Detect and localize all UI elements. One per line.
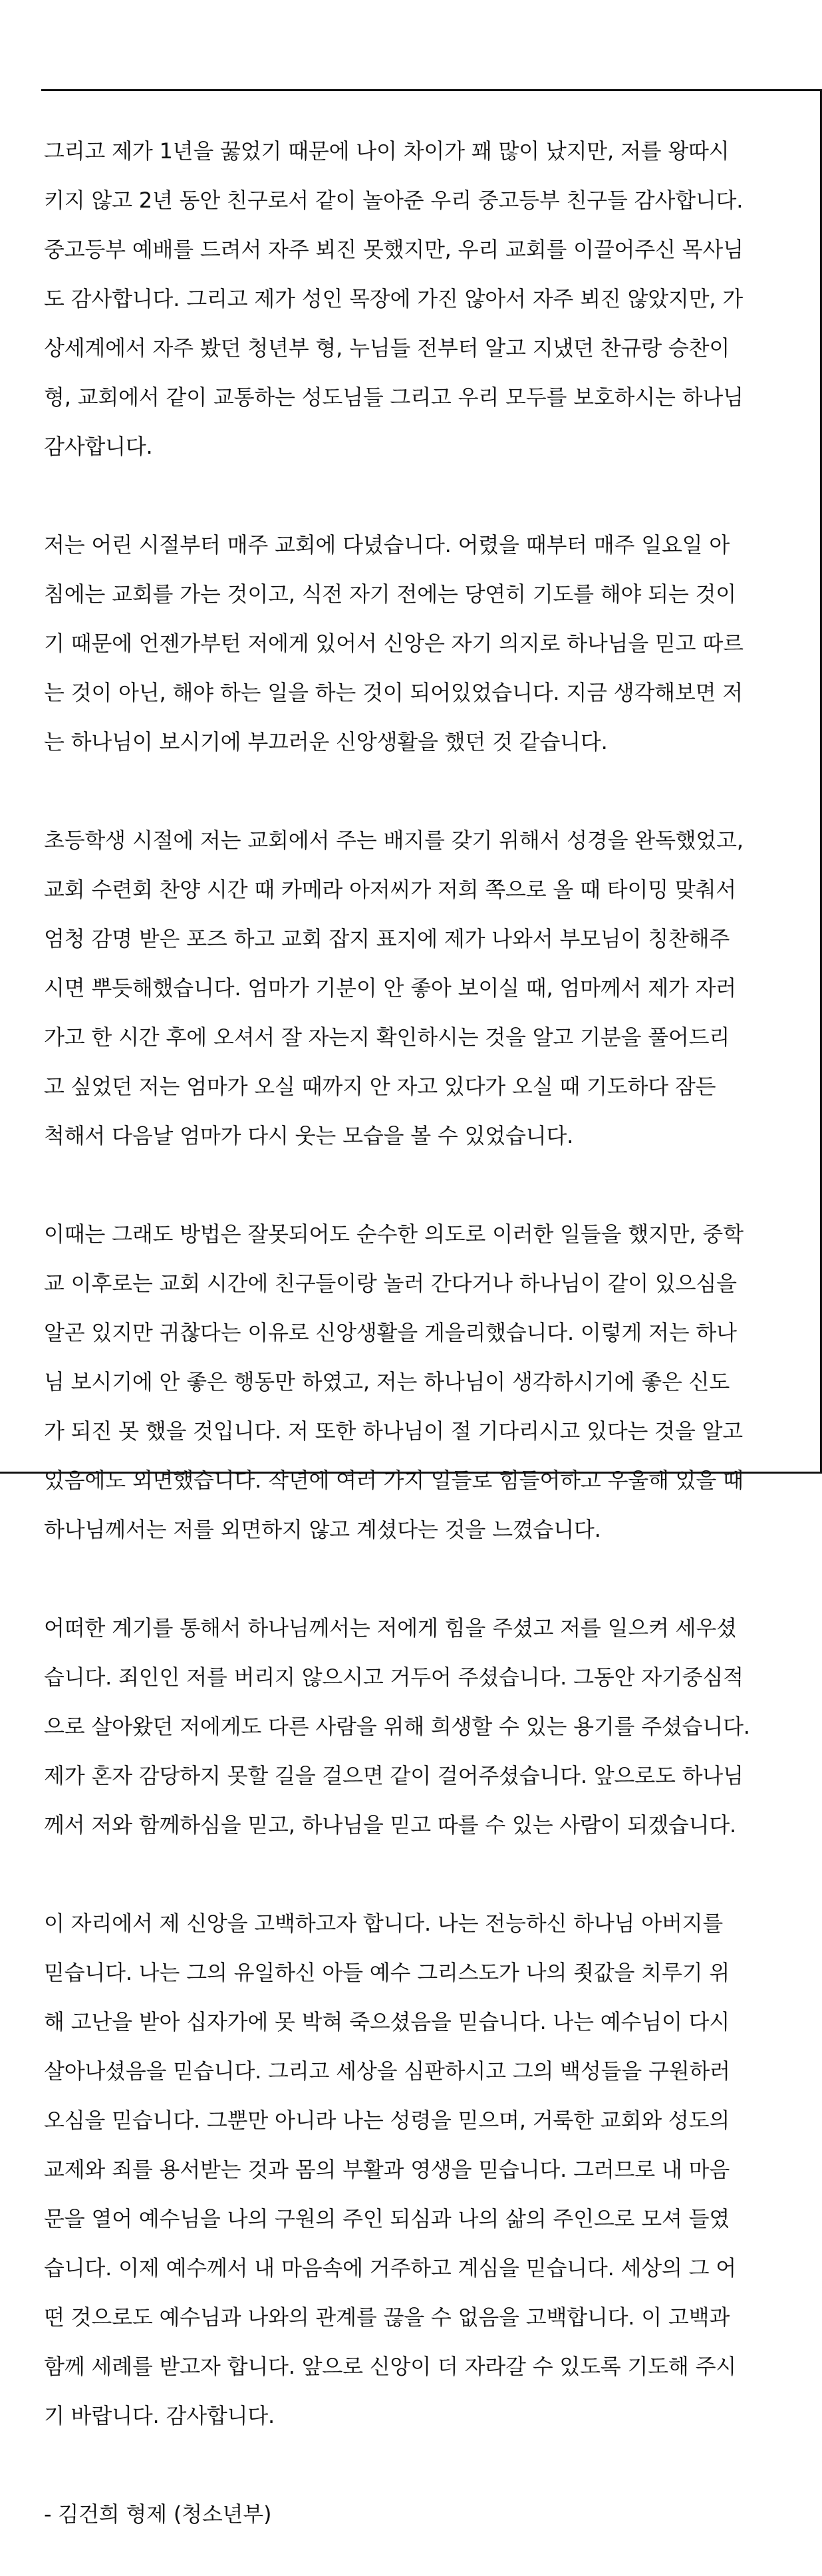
paragraph-1	[44, 114, 815, 484]
text-line: 오심을 믿습니다. 그뿐만 아니라 나는 성령을 믿으며, 거룩한 교회와 성도의	[44, 2108, 730, 2133]
text-line: 고 싶었던 저는 엄마가 오실 때까지 안 자고 있다가 오실 때 기도하다 잠든	[44, 1074, 716, 1099]
paragraph-2	[44, 508, 815, 779]
text-line: 그리고 제가 1년을 꿇었기 때문에 나이 차이가 꽤 많이 났지만, 저를 왕따시	[44, 139, 730, 164]
text-line: 습니다. 이제 예수께서 내 마음속에 거주하고 계심을 믿습니다. 세상의 그 어	[44, 2256, 737, 2281]
text-line: 교제와 죄를 용서받는 것과 몸의 부활과 영생을 믿습니다. 그러므로 내 마음	[44, 2158, 730, 2182]
paragraph-4	[44, 1198, 815, 1567]
text-line: 키지 않고 2년 동안 친구로서 같이 놀아준 우리 중고등부 친구들 감사합니다.	[44, 188, 744, 213]
text-line: 교 이후로는 교회 시간에 친구들이랑 놀러 간다거나 하나님이 같이 있으심을	[44, 1271, 737, 1296]
text-line: 척해서 다음날 엄마가 다시 웃는 모습을 볼 수 있었습니다.	[44, 1124, 574, 1148]
text-line: 알곤 있지만 귀찮다는 이유로 신앙생활을 게을리했습니다. 이렇게 저는 하나	[44, 1321, 737, 1345]
text-line: 께서 저와 함께하심을 믿고, 하나님을 믿고 따를 수 있는 사람이 되겠습니다.	[44, 1813, 737, 1838]
text-line: 도 감사합니다. 그리고 제가 성인 목장에 가진 않아서 자주 뵈진 않았지만, 가	[44, 287, 743, 311]
text-line: 제가 혼자 감당하지 못할 길을 걸으면 같이 걸어주셨습니다. 앞으로도 하나님	[44, 1764, 744, 1788]
text-line: 교회 수련회 찬양 시간 때 카메라 아저씨가 저희 쪽으로 올 때 타이밍 맞춰서	[44, 878, 737, 902]
paragraph-3	[44, 804, 815, 1173]
text-line: 문을 열어 예수님을 나의 구원의 주인 되심과 나의 삶의 주인으로 모셔 들였	[44, 2207, 730, 2231]
text-line: 살아나셨음을 믿습니다. 그리고 세상을 심판하시고 그의 백성들을 구원하러	[44, 2059, 730, 2084]
text-line: 저는 어린 시절부터 매주 교회에 다녔습니다. 어렸을 때부터 매주 일요일 아	[44, 533, 730, 558]
text-line: 는 것이 아닌, 해야 하는 일을 하는 것이 되어있었습니다. 지금 생각해보면 저	[44, 681, 743, 705]
paragraph-6	[44, 1887, 815, 2453]
text-line: 중고등부 예배를 드려서 자주 뵈진 못했지만, 우리 교회를 이끌어주신 목사님	[44, 238, 744, 262]
text-line: 침에는 교회를 가는 것이고, 식전 자기 전에는 당연히 기도를 해야 되는 것이	[44, 582, 737, 607]
text-line: 어떠한 계기를 통해서 하나님께서는 저에게 힘을 주셨고 저를 일으켜 세우셨	[44, 1616, 737, 1641]
text-line: 가 되진 못 했을 것입니다. 저 또한 하나님이 절 기다리시고 있다는 것을 알고	[44, 1419, 743, 1444]
text-line: 시면 뿌듯해했습니다. 엄마가 기분이 안 좋아 보이실 때, 엄마께서 제가 자러	[44, 976, 737, 1001]
top-divider	[41, 89, 822, 91]
text-line: 는 하나님이 보시기에 부끄러운 신앙생활을 했던 것 같습니다.	[44, 730, 608, 754]
bottom-divider	[0, 1472, 822, 1474]
text-line: 형, 교회에서 같이 교통하는 성도님들 그리고 우리 모두를 보호하시는 하나님	[44, 385, 744, 410]
signature-text: - 김건희 형제 (청소년부)	[44, 2502, 272, 2527]
text-line: 떤 것으로도 예수님과 나와의 관계를 끊을 수 없음을 고백합니다. 이 고백과	[44, 2305, 730, 2330]
text-line: 믿습니다. 나는 그의 유일하신 아들 예수 그리스도가 나의 죗값을 치루기 위	[44, 1961, 730, 1985]
text-line: 함께 세례를 받고자 합니다. 앞으로 신앙이 더 자라갈 수 있도록 기도해 주시	[44, 2354, 737, 2379]
text-line: 해 고난을 받아 십자가에 못 박혀 죽으셨음을 믿습니다. 나는 예수님이 다시	[44, 2010, 730, 2034]
text-line: 이때는 그래도 방법은 잘못되어도 순수한 의도로 이러한 일들을 했지만, 중학	[44, 1222, 744, 1247]
testimony-body	[44, 114, 815, 2576]
text-line: 있음에도 외면했습니다. 작년에 여러 가지 일들로 힘들어하고 우울해 있을 때	[44, 1468, 744, 1493]
text-line: 습니다. 죄인인 저를 버리지 않으시고 거두어 주셨습니다. 그동안 자기중심적	[44, 1665, 744, 1690]
text-line: 상세계에서 자주 봤던 청년부 형, 누님들 전부터 알고 지냈던 찬규랑 승찬이	[44, 336, 730, 361]
text-line: 이 자리에서 제 신앙을 고백하고자 합니다. 나는 전능하신 하나님 아버지를	[44, 1911, 724, 1936]
text-line: 하나님께서는 저를 외면하지 않고 계셨다는 것을 느꼈습니다.	[44, 1518, 601, 1542]
text-line: 감사합니다.	[44, 434, 153, 459]
paragraph-5	[44, 1591, 815, 1862]
text-line: 기 바랍니다. 감사합니다.	[44, 2404, 275, 2428]
signature	[44, 2478, 815, 2551]
text-line: 기 때문에 언젠가부턴 저에게 있어서 신앙은 자기 의지로 하나님을 믿고 따르	[44, 631, 744, 656]
text-line: 가고 한 시간 후에 오셔서 잘 자는지 확인하시는 것을 알고 기분을 풀어드리	[44, 1025, 730, 1050]
text-line: 초등학생 시절에 저는 교회에서 주는 배지를 갖기 위해서 성경을 완독했었고,	[44, 828, 744, 853]
text-line: 엄청 감명 받은 포즈 하고 교회 잡지 표지에 제가 나와서 부모님이 칭찬해주	[44, 927, 730, 951]
text-line: 으로 살아왔던 저에게도 다른 사람을 위해 희생할 수 있는 용기를 주셨습니다.	[44, 1714, 750, 1739]
text-line: 님 보시기에 안 좋은 행동만 하였고, 저는 하나님이 생각하시기에 좋은 신도	[44, 1370, 730, 1394]
